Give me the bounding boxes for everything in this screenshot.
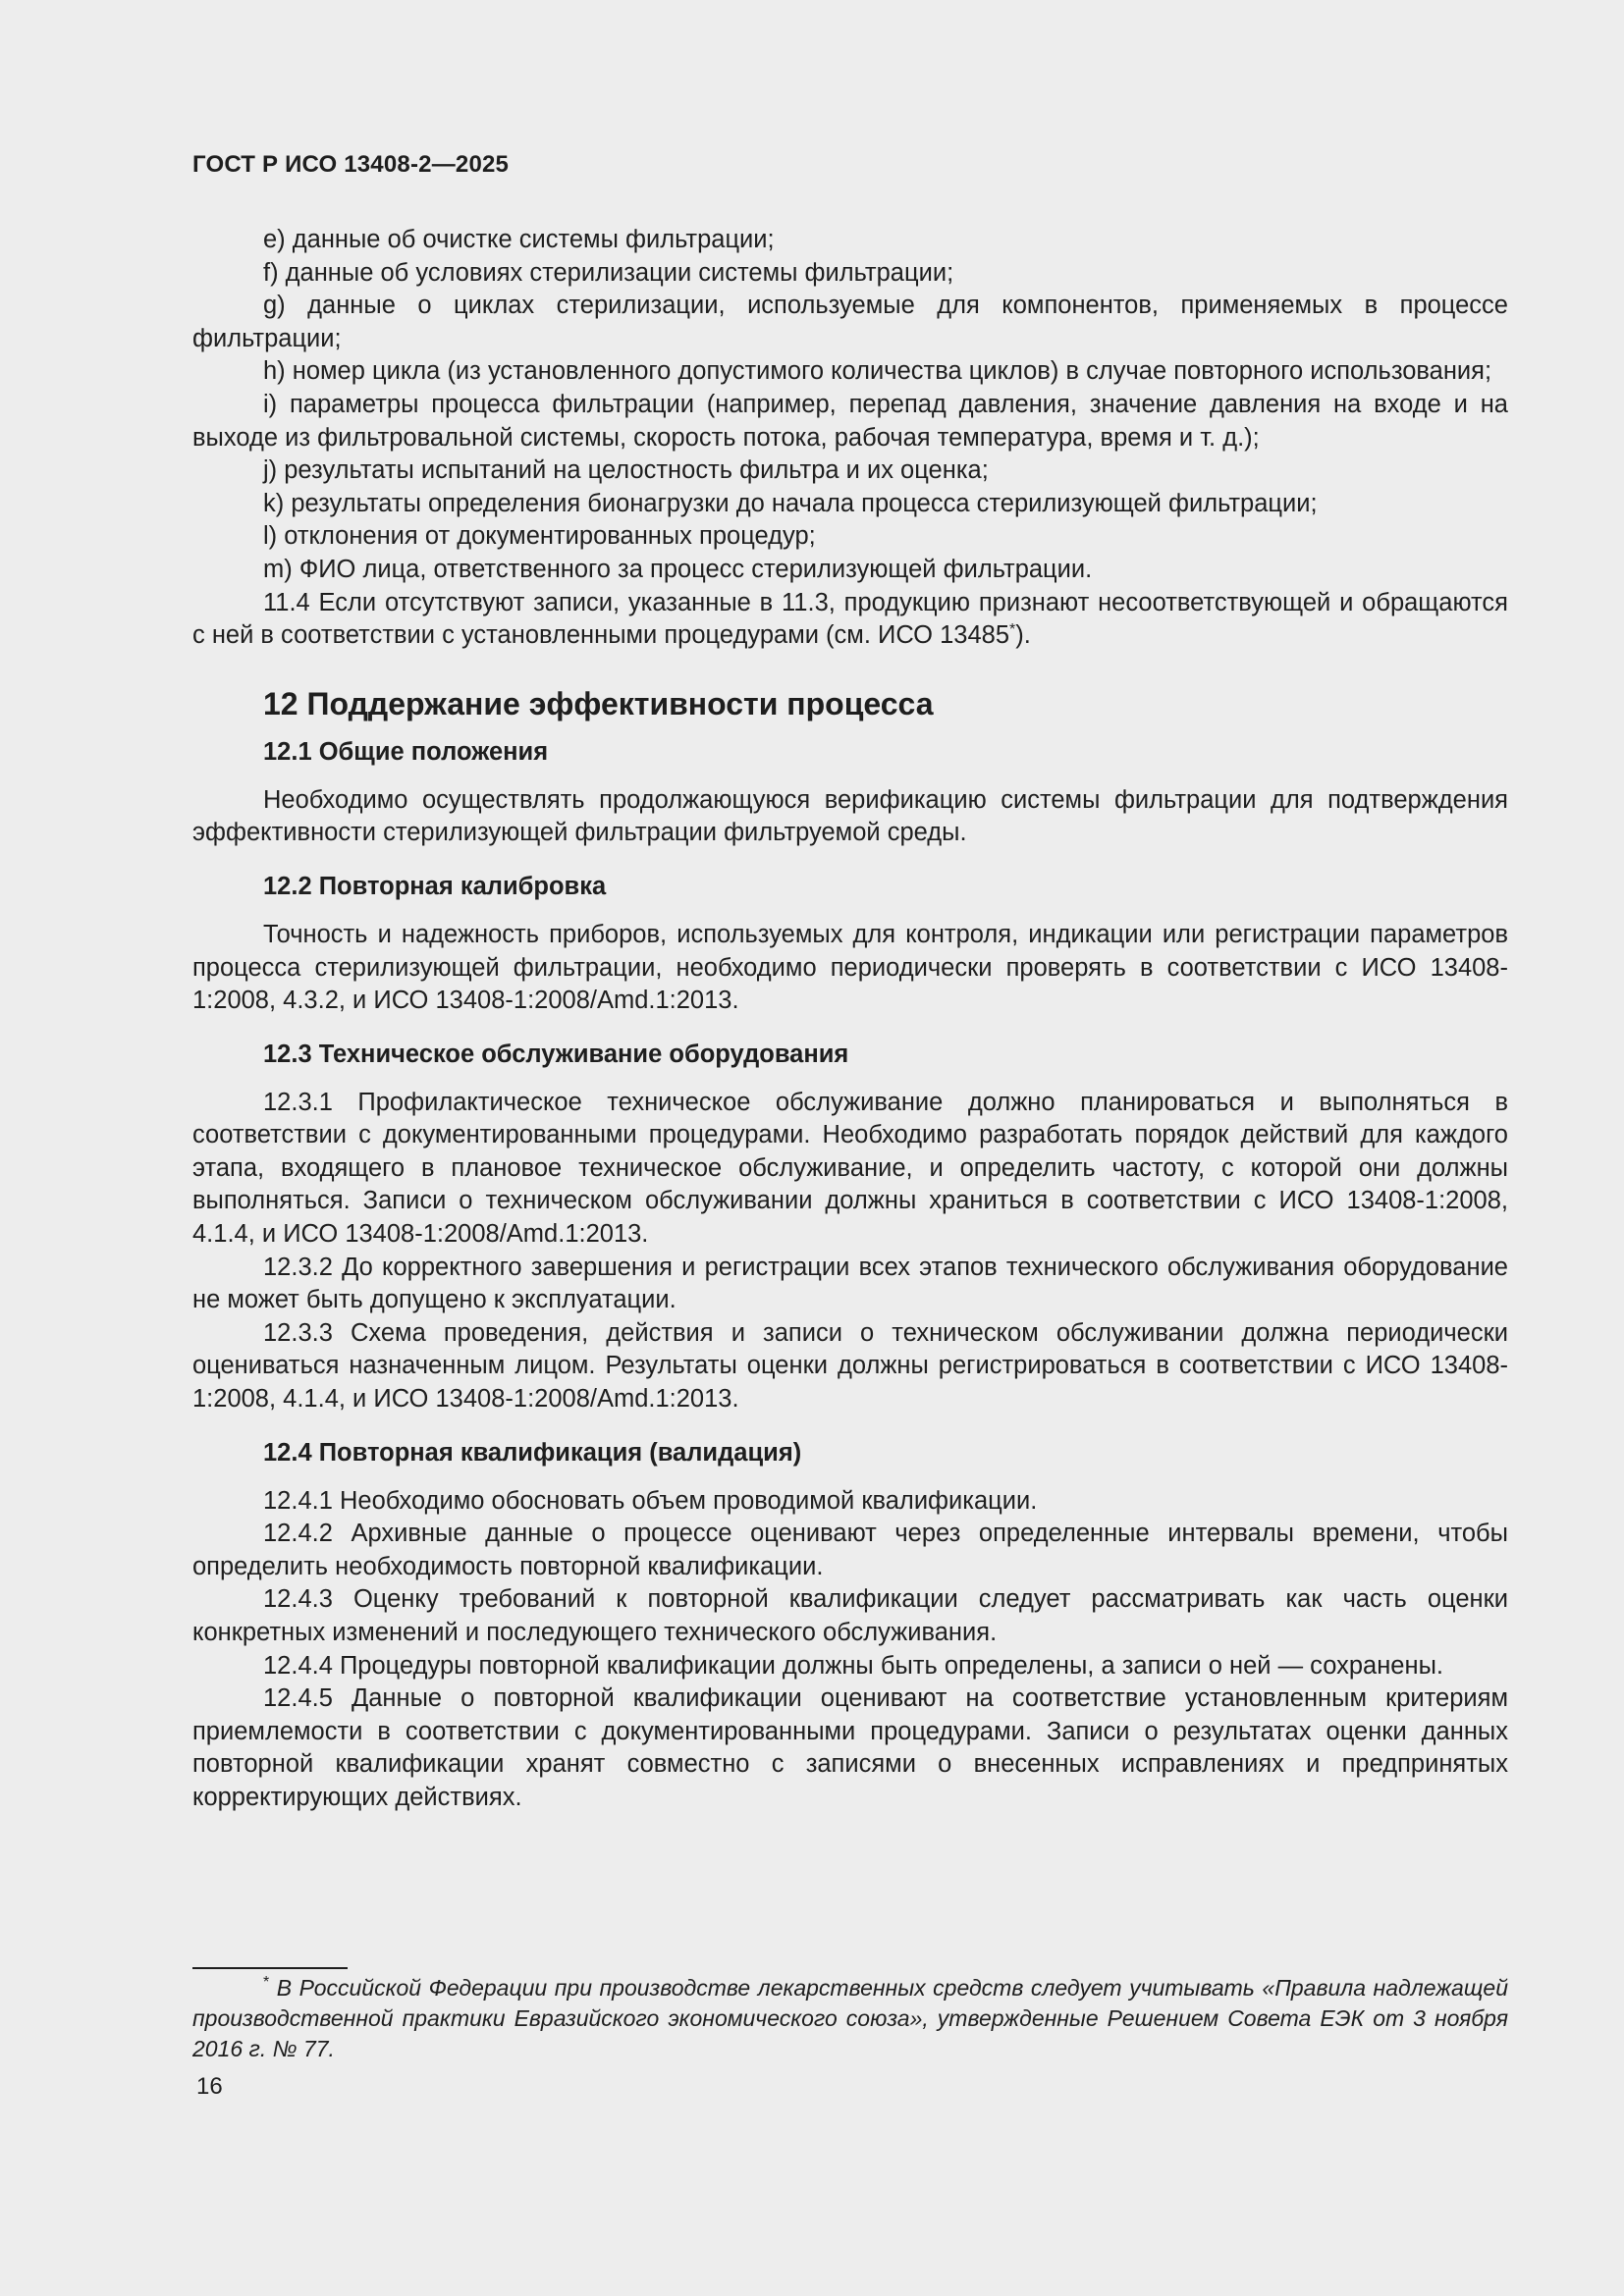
footnote (192, 1973, 1508, 2064)
footnote-divider (192, 1967, 348, 1969)
list-item: e) данные об очистке системы фильтрации; (263, 226, 775, 253)
paragraph: 12.4.1 Необходимо обосновать объем проводимой квалификации. (263, 1486, 1038, 1515)
subsection-12-1-title: 12.1 Общие положения (263, 737, 549, 766)
clause-11-4 (192, 587, 1508, 653)
paragraph: Точность и надежность приборов, используемых для контроля, индикации или регистрации параметров процесса стерилизующей фильтрации, необходимо периодически проверять в соответствии с ИСО 13408-1:2008, 4.3.2, и ИСО 13408-1:2008/Amd.1:2013. (192, 920, 1508, 1015)
paragraph: 12.3.2 До корректного завершения и регистрации всех этапов технического обслуживания оборудование не может быть допущено к эксплуатации. (192, 1253, 1508, 1314)
paragraph: 12.4.5 Данные о повторной квалификации оценивают на соответствие установленным критериям приемлемости в соответствии с документированными процедурами. Записи о результатах оценки данных повторной квалификации хранят совместно с записями о внесенных исправлениях и предпринятых корректирующих действиях. (192, 1684, 1508, 1811)
list-item: l) отклонения от документированных процедур; (263, 522, 816, 551)
subsection-12-4-title: 12.4 Повторная квалификация (валидация) (263, 1438, 802, 1467)
list-item: g) данные о циклах стерилизации, используемые для компонентов, применяемых в процессе фильтрации; (192, 292, 1508, 352)
subsection-12-2-title: 12.2 Повторная калибровка (263, 872, 607, 900)
clause-11-4-text: 11.4 Если отсутствуют записи, указанные в 11.3, продукцию признают несоответствующей и обращаются с ней в соответствии с установленными процедурами (см. ИСО 13485 (192, 588, 1508, 650)
subsection-12-3-title: 12.3 Техническое обслуживание оборудования (263, 1040, 849, 1068)
list-item: f) данные об условиях стерилизации системы фильтрации; (263, 258, 954, 287)
footnote-text: В Российской Федерации при производстве лекарственных средств следует учитывать «Правила надлежащей производственной практики Евразийского экономического союза», утвержденные Решением Совета ЕЭК от 3 ноября 2016 г. № 77. (192, 1975, 1508, 2061)
paragraph: 12.3.1 Профилактическое техническое обслуживание должно планироваться и выполняться в соответствии с документированными процедурами. Необходимо разработать порядок действий для каждого этапа, входящего в плановое техническое обслуживание, и определить частоту, с которой они должны выполняться. Записи о техническом обслуживании должны храниться в соответствии с ИСО 13408-1:2008, 4.1.4, и ИСО 13408-1:2008/Amd.1:2013. (192, 1088, 1508, 1249)
list-item: m) ФИО лица, ответственного за процесс стерилизующей фильтрации. (263, 555, 1093, 583)
list-item: i) параметры процесса фильтрации (например, перепад давления, значение давления на входе и на выходе из фильтровальной системы, скорость потока, рабочая температура, время и т. д.); (192, 390, 1508, 452)
clause-11-4-tail: ). (1015, 621, 1031, 650)
list-item: h) номер цикла (из установленного допустимого количества циклов) в случае повторного использования; (263, 357, 1492, 386)
page-content (192, 224, 1508, 1815)
paragraph: 12.4.4 Процедуры повторной квалификации должны быть определены, а записи о ней — сохранены. (263, 1651, 1443, 1680)
paragraph: 12.4.3 Оценку требований к повторной квалификации следует рассматривать как часть оценки конкретных изменений и последующего технического обслуживания. (192, 1585, 1508, 1646)
paragraph: Необходимо осуществлять продолжающуюся верификацию системы фильтрации для подтверждения эффективности стерилизующей фильтрации фильтруемой среды. (192, 785, 1508, 847)
footnote-reference: * (1009, 621, 1016, 639)
footnote-mark: * (263, 1974, 270, 1991)
page-number: 16 (196, 2073, 223, 2100)
section-12-title: 12 Поддержание эффективности процесса (263, 685, 934, 721)
paragraph: 12.3.3 Схема проведения, действия и записи о техническом обслуживании должна периодически оцениваться назначенным лицом. Результаты оценки должны регистрироваться в соответствии с ИСО 13408-1:2008, 4.1.4, и ИСО 13408-1:2008/Amd.1:2013. (192, 1318, 1508, 1414)
list-item: k) результаты определения бионагрузки до начала процесса стерилизующей фильтрации; (263, 489, 1318, 517)
list-item: j) результаты испытаний на целостность фильтра и их оценка; (263, 456, 989, 485)
paragraph: 12.4.2 Архивные данные о процессе оценивают через определенные интервалы времени, чтобы определить необходимость повторной квалификации. (192, 1520, 1508, 1580)
records-list (192, 224, 1508, 587)
document-header: ГОСТ Р ИСО 13408-2—2025 (192, 151, 510, 178)
